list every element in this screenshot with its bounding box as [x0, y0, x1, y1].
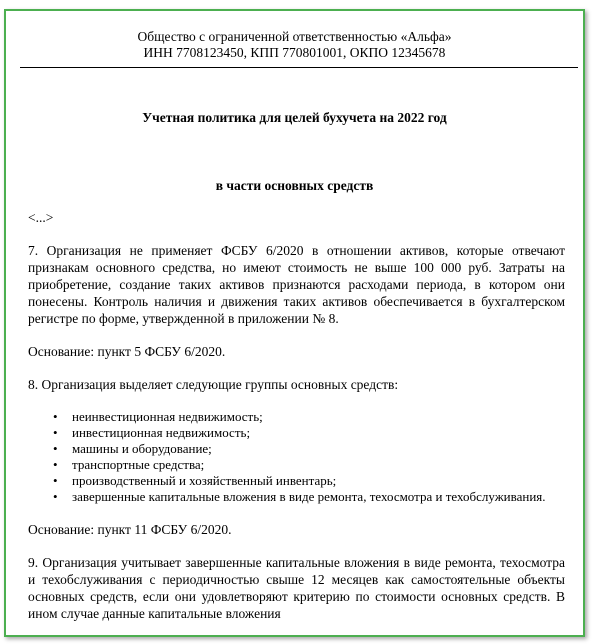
- paragraph-9: 9. Организация учитывает завершенные капитальные вложения в виде ремонта, техосмотра и техобслуживания с периодичностью свыше 12 месяцев как самостоятельные объекты основных средств, если они удовлетворяют критерию по стоимости основных средств. В ином случае данные капитальные вложения: [28, 555, 565, 621]
- list-item: • машины и оборудование;: [72, 441, 565, 457]
- document-body: [28, 209, 565, 637]
- organization-name: Общество с ограниченной ответственностью «Альфа»: [137, 29, 452, 44]
- basis-8: Основание: пункт 11 ФСБУ 6/2020.: [28, 522, 232, 537]
- header-divider: [20, 67, 578, 68]
- omission-marker: <...>: [28, 210, 54, 225]
- paragraph-8: 8. Организация выделяет следующие группы основных средств:: [28, 377, 399, 392]
- organization-ids: ИНН 7708123450, КПП 770801001, ОКПО 12345678: [143, 45, 446, 60]
- list-item: • производственный и хозяйственный инвентарь;: [72, 473, 565, 489]
- document-subtitle: в части основных средств: [215, 178, 374, 193]
- asset-groups-list: [28, 409, 565, 505]
- basis-7: Основание: пункт 5 ФСБУ 6/2020.: [28, 344, 226, 359]
- list-item: • неинвестиционная недвижимость;: [72, 409, 565, 425]
- list-item: • транспортные средства;: [72, 457, 565, 473]
- document-frame: [4, 9, 585, 637]
- organization-header: [6, 29, 583, 61]
- paragraph-7: 7. Организация не применяет ФСБУ 6/2020 в отношении активов, которые отвечают признакам основного средства, но имеют стоимость не выше 100 000 руб. Затраты на приобретение, создание таких активов признаются расходами периода, в котором они понесены. Контроль наличия и движения таких активов обеспечивается в бухгалтерском регистре по форме, утвержденной в приложении № 8.: [28, 243, 565, 326]
- list-item: • завершенные капитальные вложения в виде ремонта, техосмотра и техобслуживания.: [72, 489, 565, 505]
- list-item: • инвестиционная недвижимость;: [72, 425, 565, 441]
- document-title: Учетная политика для целей бухучета на 2022 год: [142, 110, 447, 125]
